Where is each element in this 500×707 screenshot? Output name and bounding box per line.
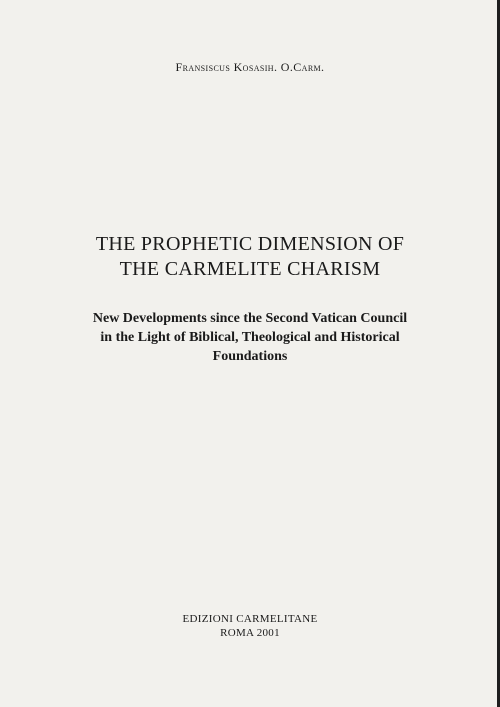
book-subtitle-line-2: in the Light of Biblical, Theological and Historical — [100, 330, 400, 345]
book-subtitle-line-1: New Developments since the Second Vatican Council — [92, 311, 408, 326]
author-name: Fransiscus Kosasih. O.Carm. — [175, 60, 325, 74]
book-title-line-1: THE PROPHETIC DIMENSION OF — [95, 233, 405, 255]
book-subtitle — [0, 309, 500, 366]
publisher-block — [0, 612, 500, 640]
book-title — [0, 232, 500, 282]
publisher-place-year: ROMA 2001 — [220, 627, 280, 639]
book-subtitle-line-3: Foundations — [212, 349, 288, 364]
publisher-name: EDIZIONI CARMELITANE — [182, 613, 318, 625]
book-title-line-2: THE CARMELITE CHARISM — [119, 258, 381, 280]
